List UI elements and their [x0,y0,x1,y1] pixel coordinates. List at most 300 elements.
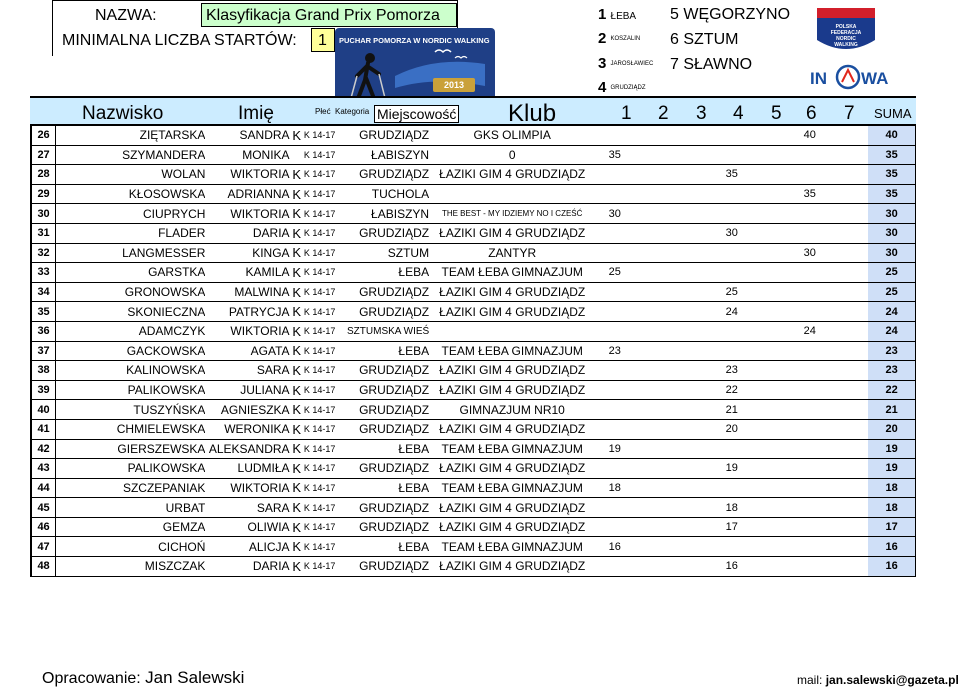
round-7: 7 SŁAWNO [670,56,753,73]
nazwa-label: NAZWA: [95,7,157,24]
row-round-3 [673,439,712,459]
row-position: 41 [31,419,56,439]
row-round-3 [673,263,712,283]
row-town: GRUDZIĄDZ [347,557,429,577]
row-surname: CHMIELEWSKA [56,419,206,439]
row-town: ŁEBA [347,537,429,557]
row-gender: K [290,478,304,498]
row-sum: 23 [868,341,915,361]
row-position: 39 [31,380,56,400]
col-imie: Imię [238,103,274,124]
row-club: TEAM ŁEBA GIMNAZJUM [429,341,595,361]
row-round-6 [790,517,829,537]
row-round-6 [790,439,829,459]
row-round-7 [829,380,868,400]
row-category: K 14-17 [304,126,347,145]
row-sum: 30 [868,243,915,263]
row-round-2 [634,459,673,479]
row-round-5 [751,459,790,479]
row-position: 38 [31,361,56,381]
row-position: 28 [31,165,56,185]
round-2: 2 KOSZALIN [598,30,641,47]
row-firstname: SANDRA [205,126,289,145]
row-surname: GEMZA [56,517,206,537]
row-surname: CICHOŃ [56,537,206,557]
row-round-7 [829,478,868,498]
col-klub: Klub [508,100,557,127]
row-surname: GACKOWSKA [56,341,206,361]
row-sum: 23 [868,361,915,381]
row-round-4: 19 [712,459,751,479]
row-firstname: WERONIKA [205,419,289,439]
footer-mail: mail: jan.salewski@gazeta.pl [797,673,959,687]
col-miejscowosc: Miejscowość [374,105,459,123]
row-round-1 [595,380,634,400]
min-starts-value: 1 [311,28,335,52]
row-gender: K [290,517,304,537]
row-gender [290,145,304,165]
row-round-6: 40 [790,126,829,145]
row-club: ŁAZIKI GIM 4 GRUDZIĄDZ [429,419,595,439]
row-round-1 [595,517,634,537]
row-round-3 [673,282,712,302]
row-firstname: MONIKA [205,145,289,165]
row-sum: 35 [868,145,915,165]
round-5: 5 WĘGORZYNO [670,6,791,23]
row-gender: K [290,165,304,185]
puchar-pomorza-logo [335,28,495,100]
row-position: 42 [31,439,56,459]
row-surname: FLADER [56,223,206,243]
row-position: 34 [31,282,56,302]
row-firstname: WIKTORIA [205,478,289,498]
row-town: GRUDZIĄDZ [347,302,429,322]
table-row [31,439,916,459]
row-round-1 [595,126,634,145]
row-round-5 [751,380,790,400]
table-row [31,321,916,341]
svg-text:NORDIC: NORDIC [836,36,856,42]
table-row [31,126,916,145]
row-round-6 [790,341,829,361]
row-sum: 20 [868,419,915,439]
row-round-5 [751,557,790,577]
row-round-7 [829,165,868,185]
row-surname: URBAT [56,498,206,518]
row-position: 30 [31,204,56,224]
row-round-7 [829,498,868,518]
row-round-6 [790,204,829,224]
row-club: ŁAZIKI GIM 4 GRUDZIĄDZ [429,282,595,302]
row-surname: GRONOWSKA [56,282,206,302]
row-round-6 [790,145,829,165]
row-sum: 24 [868,302,915,322]
row-category: K 14-17 [304,439,347,459]
row-round-7 [829,126,868,145]
row-firstname: WIKTORIA [205,321,289,341]
row-round-4: 21 [712,400,751,420]
row-category: K 14-17 [304,302,347,322]
row-position: 37 [31,341,56,361]
row-round-3 [673,145,712,165]
row-round-3 [673,361,712,381]
row-round-4: 20 [712,419,751,439]
table-row [31,380,916,400]
row-round-5 [751,282,790,302]
row-round-3 [673,204,712,224]
row-round-3 [673,126,712,145]
nazwa-value: Klasyfikacja Grand Prix Pomorza [201,3,457,27]
row-surname: ADAMCZYK [56,321,206,341]
row-round-2 [634,282,673,302]
row-round-6 [790,459,829,479]
row-round-7 [829,361,868,381]
row-round-5 [751,419,790,439]
row-round-5 [751,478,790,498]
row-town: GRUDZIĄDZ [347,517,429,537]
row-club: ZANTYR [429,243,595,263]
row-firstname: OLIWIA [205,517,289,537]
row-town: GRUDZIĄDZ [347,361,429,381]
row-round-2 [634,498,673,518]
row-round-4: 30 [712,223,751,243]
row-town: ŁEBA [347,478,429,498]
row-club: GKS OLIMPIA [429,126,595,145]
table-row [31,282,916,302]
row-round-6: 30 [790,243,829,263]
col-r4: 4 [733,103,744,124]
row-category: K 14-17 [304,165,347,185]
table-row [31,537,916,557]
row-sum: 40 [868,126,915,145]
row-category: K 14-17 [304,282,347,302]
row-round-5 [751,537,790,557]
row-sum: 21 [868,400,915,420]
row-round-1 [595,184,634,204]
row-town: GRUDZIĄDZ [347,126,429,145]
row-town: SZTUM [347,243,429,263]
row-round-5 [751,223,790,243]
row-round-7 [829,459,868,479]
row-category: K 14-17 [304,361,347,381]
row-gender: K [290,498,304,518]
row-sum: 35 [868,184,915,204]
row-club: ŁAZIKI GIM 4 GRUDZIĄDZ [429,165,595,185]
row-round-3 [673,341,712,361]
row-position: 27 [31,145,56,165]
row-round-2 [634,204,673,224]
row-round-5 [751,165,790,185]
row-position: 31 [31,223,56,243]
row-round-4: 23 [712,361,751,381]
table-row [31,557,916,577]
row-round-2 [634,165,673,185]
row-round-6 [790,400,829,420]
row-category: K 14-17 [304,321,347,341]
row-round-5 [751,126,790,145]
row-gender: K [290,126,304,145]
row-town: TUCHOLA [347,184,429,204]
row-category: K 14-17 [304,223,347,243]
row-round-3 [673,498,712,518]
row-round-1: 25 [595,263,634,283]
row-round-2 [634,517,673,537]
row-round-3 [673,557,712,577]
row-round-3 [673,537,712,557]
round-3: 3 JAROSŁAWIEC [598,55,654,72]
row-round-2 [634,419,673,439]
logo-year: 2013 [433,78,475,92]
row-club: ŁAZIKI GIM 4 GRUDZIĄDZ [429,498,595,518]
row-surname: PALIKOWSKA [56,380,206,400]
row-sum: 19 [868,439,915,459]
row-round-7 [829,557,868,577]
table-row [31,263,916,283]
table-row [31,517,916,537]
row-round-3 [673,243,712,263]
col-plec: Płeć [315,107,331,116]
row-sum: 18 [868,478,915,498]
row-round-7 [829,204,868,224]
row-town: GRUDZIĄDZ [347,165,429,185]
row-round-5 [751,243,790,263]
row-surname: SZCZEPANIAK [56,478,206,498]
row-surname: GIERSZEWSKA [56,439,206,459]
row-sum: 18 [868,498,915,518]
row-round-5 [751,361,790,381]
row-surname: SZYMANDERA [56,145,206,165]
round-4: 4 GRUDZIĄDZ [598,79,646,96]
row-town: SZTUMSKA WIEŚ [347,321,429,341]
row-round-5 [751,302,790,322]
table-row [31,204,916,224]
row-round-7 [829,243,868,263]
row-town: ŁEBA [347,341,429,361]
row-category: K 14-17 [304,243,347,263]
row-round-2 [634,439,673,459]
col-r3: 3 [696,103,707,124]
logo-title: PUCHAR POMORZA W NORDIC WALKING [339,36,490,45]
row-round-2 [634,557,673,577]
svg-text:IN: IN [810,69,827,88]
col-r2: 2 [658,103,669,124]
row-round-4: 17 [712,517,751,537]
row-firstname: ALEKSANDRA [205,439,289,459]
row-round-1 [595,223,634,243]
row-round-5 [751,341,790,361]
table-row [31,341,916,361]
table-row [31,419,916,439]
row-sum: 30 [868,204,915,224]
federation-logo [815,6,877,58]
row-gender: K [290,263,304,283]
row-town: ŁABISZYN [347,204,429,224]
row-position: 40 [31,400,56,420]
inwa-logo [808,62,888,92]
row-surname: TUSZYŃSKA [56,400,206,420]
svg-text:FEDERACJA: FEDERACJA [830,30,862,36]
row-firstname: SARA [205,498,289,518]
row-round-5 [751,263,790,283]
row-category: K 14-17 [304,380,347,400]
row-position: 47 [31,537,56,557]
row-category: K 14-17 [304,459,347,479]
federation-shield-icon [815,6,877,58]
row-round-7 [829,400,868,420]
row-position: 46 [31,517,56,537]
row-sum: 30 [868,223,915,243]
table-row [31,302,916,322]
table-row [31,145,916,165]
row-round-3 [673,517,712,537]
row-round-7 [829,223,868,243]
row-round-5 [751,145,790,165]
table-row [31,184,916,204]
row-position: 29 [31,184,56,204]
row-gender: K [290,302,304,322]
row-surname: KALINOWSKA [56,361,206,381]
row-town: GRUDZIĄDZ [347,223,429,243]
row-category: K 14-17 [304,498,347,518]
row-club: ŁAZIKI GIM 4 GRUDZIĄDZ [429,361,595,381]
svg-text:POLSKA: POLSKA [835,24,857,30]
row-gender: K [290,223,304,243]
row-category: K 14-17 [304,419,347,439]
col-r5: 5 [771,103,782,124]
table-row [31,478,916,498]
svg-text:WA: WA [861,69,888,88]
row-position: 44 [31,478,56,498]
row-round-1 [595,321,634,341]
row-round-4: 35 [712,165,751,185]
col-kategoria: Kategoria [335,107,370,116]
row-round-3 [673,400,712,420]
row-town: ŁEBA [347,439,429,459]
row-round-4: 24 [712,302,751,322]
round-6: 6 SZTUM [670,31,739,48]
row-round-1 [595,243,634,263]
svg-text:WALKING: WALKING [834,42,858,48]
table-row [31,361,916,381]
row-round-7 [829,321,868,341]
row-round-5 [751,184,790,204]
row-round-1 [595,302,634,322]
row-firstname: WIKTORIA [205,165,289,185]
row-round-1: 16 [595,537,634,557]
row-round-7 [829,282,868,302]
row-round-3 [673,380,712,400]
row-firstname: ADRIANNA [205,184,289,204]
table-row [31,243,916,263]
row-round-2 [634,263,673,283]
row-club: ŁAZIKI GIM 4 GRUDZIĄDZ [429,380,595,400]
row-club [429,321,595,341]
row-round-6 [790,263,829,283]
row-firstname: JULIANA [205,380,289,400]
row-club: ŁAZIKI GIM 4 GRUDZIĄDZ [429,557,595,577]
row-round-4: 22 [712,380,751,400]
row-firstname: PATRYCJA [205,302,289,322]
row-round-7 [829,263,868,283]
row-round-3 [673,419,712,439]
row-gender: K [290,380,304,400]
row-round-2 [634,341,673,361]
row-club: TEAM ŁEBA GIMNAZJUM [429,478,595,498]
row-town: GRUDZIĄDZ [347,459,429,479]
row-firstname: KINGA [205,243,289,263]
row-club: ŁAZIKI GIM 4 GRUDZIĄDZ [429,517,595,537]
row-round-3 [673,478,712,498]
col-r1: 1 [621,103,632,124]
row-club [429,184,595,204]
row-gender: K [290,341,304,361]
row-club: TEAM ŁEBA GIMNAZJUM [429,263,595,283]
row-firstname: AGATA [205,341,289,361]
table-row [31,498,916,518]
row-round-4 [712,341,751,361]
row-round-7 [829,419,868,439]
row-sum: 16 [868,557,915,577]
row-round-1 [595,400,634,420]
row-round-5 [751,321,790,341]
row-sum: 25 [868,263,915,283]
row-category: K 14-17 [304,478,347,498]
row-club: ŁAZIKI GIM 4 GRUDZIĄDZ [429,302,595,322]
col-nazwisko: Nazwisko [82,103,164,124]
row-position: 33 [31,263,56,283]
row-round-7 [829,537,868,557]
row-round-4 [712,243,751,263]
row-round-1 [595,282,634,302]
row-round-4: 18 [712,498,751,518]
row-round-1 [595,165,634,185]
row-round-5 [751,439,790,459]
row-round-6 [790,537,829,557]
row-round-2 [634,145,673,165]
row-category: K 14-17 [304,537,347,557]
row-gender: K [290,439,304,459]
row-gender: K [290,321,304,341]
row-round-6: 24 [790,321,829,341]
row-surname: ZIĘTARSKA [56,126,206,145]
row-round-2 [634,184,673,204]
row-sum: 24 [868,321,915,341]
row-round-6 [790,498,829,518]
row-category: K 14-17 [304,400,347,420]
row-round-1 [595,419,634,439]
row-club: TEAM ŁEBA GIMNAZJUM [429,439,595,459]
row-round-4 [712,126,751,145]
row-round-1: 30 [595,204,634,224]
row-surname: WOLAN [56,165,206,185]
row-firstname: DARIA [205,223,289,243]
row-category: K 14-17 [304,145,347,165]
row-surname: LANGMESSER [56,243,206,263]
row-round-7 [829,184,868,204]
row-club: TEAM ŁEBA GIMNAZJUM [429,537,595,557]
row-town: GRUDZIĄDZ [347,380,429,400]
table-row [31,223,916,243]
row-round-3 [673,321,712,341]
row-firstname: SARA [205,361,289,381]
row-round-2 [634,361,673,381]
row-round-1: 18 [595,478,634,498]
col-suma: SUMA [874,106,912,121]
row-round-6 [790,557,829,577]
row-round-6 [790,419,829,439]
row-round-2 [634,243,673,263]
row-town: GRUDZIĄDZ [347,498,429,518]
